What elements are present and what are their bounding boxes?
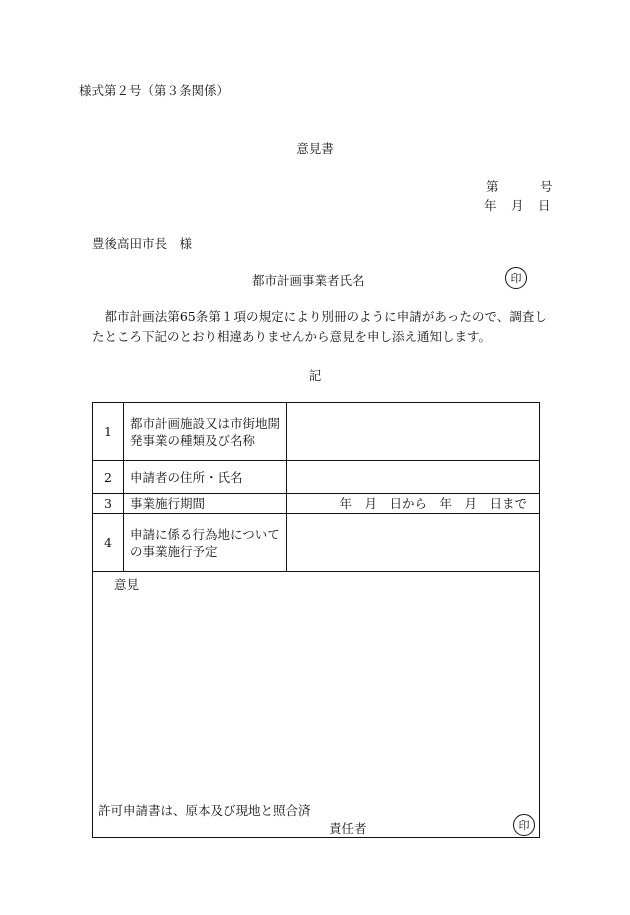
notice-body-text: 都市計画法第65条第１項の規定により別冊のように申請があったので、調査したところ下記のとおり相違ありませんから意見を申し添え通知します。 bbox=[92, 309, 547, 344]
row-number: 2 bbox=[93, 461, 124, 494]
row-value-field[interactable] bbox=[287, 514, 540, 572]
table-row bbox=[93, 403, 540, 461]
applicant-name-label: 都市計画事業者氏名 bbox=[252, 273, 365, 288]
row-value-field[interactable] bbox=[287, 461, 540, 494]
number-suffix: 号 bbox=[540, 179, 553, 194]
row-item-label: 申請に係る行為地についての事業施行予定 bbox=[124, 514, 287, 572]
row-number: 4 bbox=[93, 514, 124, 572]
opinion-label: 意見 bbox=[114, 577, 140, 592]
row-item-label: 都市計画施設又は市街地開発事業の種類及び名称 bbox=[124, 403, 287, 461]
responsible-person-label: 責任者 bbox=[329, 821, 367, 836]
table-row bbox=[93, 494, 540, 514]
opinion-form-table bbox=[92, 402, 540, 838]
table-row bbox=[93, 461, 540, 494]
row-value-field[interactable] bbox=[287, 403, 540, 461]
form-id: 様式第２号（第３条関係） bbox=[79, 83, 230, 98]
table-row bbox=[93, 514, 540, 572]
row-number: 1 bbox=[93, 403, 124, 461]
row-number: 3 bbox=[93, 494, 124, 514]
number-prefix: 第 bbox=[486, 179, 499, 194]
opinion-row bbox=[93, 572, 540, 838]
seal-stamp: 印 bbox=[505, 267, 527, 289]
row-item-label: 事業施行期間 bbox=[124, 494, 287, 514]
certification-note: 許可申請書は、原本及び現地と照合済 bbox=[98, 803, 311, 818]
date-month: 月 bbox=[511, 198, 524, 213]
ki-heading: 記 bbox=[308, 368, 322, 383]
row-item-label: 申請者の住所・氏名 bbox=[124, 461, 287, 494]
document-title: 意見書 bbox=[296, 141, 334, 156]
date-day: 日 bbox=[538, 198, 551, 213]
responsible-seal-stamp: 印 bbox=[513, 814, 535, 836]
period-value-field[interactable]: 年 月 日から 年 月 日まで bbox=[287, 494, 540, 514]
opinion-field[interactable] bbox=[93, 572, 540, 838]
date-year: 年 bbox=[484, 198, 497, 213]
addressee: 豊後高田市長 様 bbox=[92, 236, 193, 251]
